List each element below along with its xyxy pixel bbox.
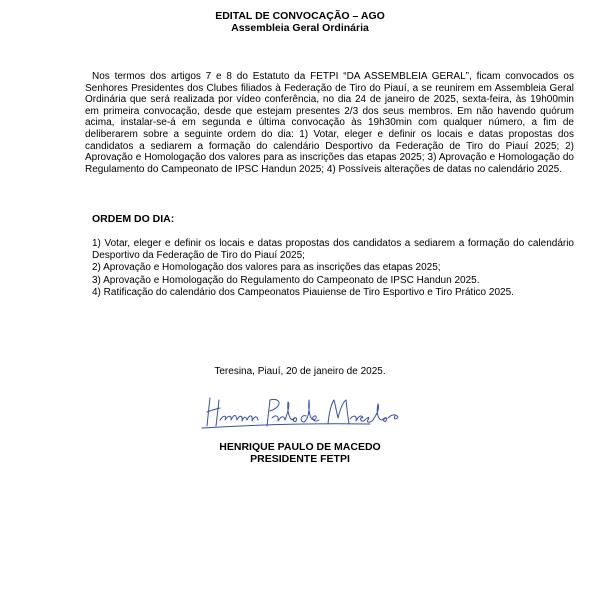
- ordem-item-4: 4) Ratificação do calendário dos Campeonatos Piauiense de Tiro Esportivo e Tiro Prático 2025.: [92, 286, 514, 298]
- ordem-item-1: 1) Votar, eleger e definir os locais e datas propostas dos candidatos a sediarem a formação do calendário Desportivo da Federação de Tiro do Piauí 2025;: [92, 238, 574, 262]
- ordem-do-dia-title: ORDEM DO DIA:: [92, 213, 175, 225]
- place-date: Teresina, Piauí, 20 de janeiro de 2025.: [214, 366, 386, 377]
- ordem-item-2: 2) Aprovação e Homologação dos valores para as inscrições das etapas 2025;: [92, 262, 441, 274]
- signer-role: PRESIDENTE FETPI: [250, 453, 350, 465]
- intro-paragraph: Nos termos dos artigos 7 e 8 do Estatuto da FETPI “DA ASSEMBLEIA GERAL”, ficam convocados os Senhores Presidentes dos Clubes filiados à Federação de Tiro do Piauí, a se reunirem em Assembleia Geral Ordinária que será realizada por vídeo conferência, no dia 24 de janeiro de 2025, sexta-feira, às 19h00min em primeira convocação, desde que estejam presentes 2/3 dos seus membros. Em não havendo quórum acima, instalar-se-á em segunda e última convocação às 19h30min com qualquer número, a fim de deliberarem sobre a seguinte ordem do dia: 1) Votar, eleger e definir os locais e datas propostas dos candidatos a sediarem a formação do calendário Desportivo da Federação de Tiro do Piauí 2025; 2) Aprovação e Homologação dos valores para as inscrições das etapas 2025; 3) Aprovação e Homologação do Regulamento do Campeonato de IPSC Handun 2025; 4) Possíveis alterações de datas no calendário 2025.: [85, 71, 574, 175]
- document-header: [0, 10, 600, 34]
- ordem-do-dia-list: [92, 238, 574, 299]
- signer-block: [0, 441, 600, 465]
- document-title: EDITAL DE CONVOCAÇÃO – AGO: [215, 10, 385, 22]
- handwritten-signature: [200, 392, 410, 432]
- signer-name: HENRIQUE PAULO DE MACEDO: [219, 441, 381, 453]
- document-subtitle: Assembleia Geral Ordinária: [231, 22, 369, 34]
- ordem-item-3: 3) Aprovação e Homologação do Regulamento do Campeonato de IPSC Handun 2025.: [92, 274, 480, 286]
